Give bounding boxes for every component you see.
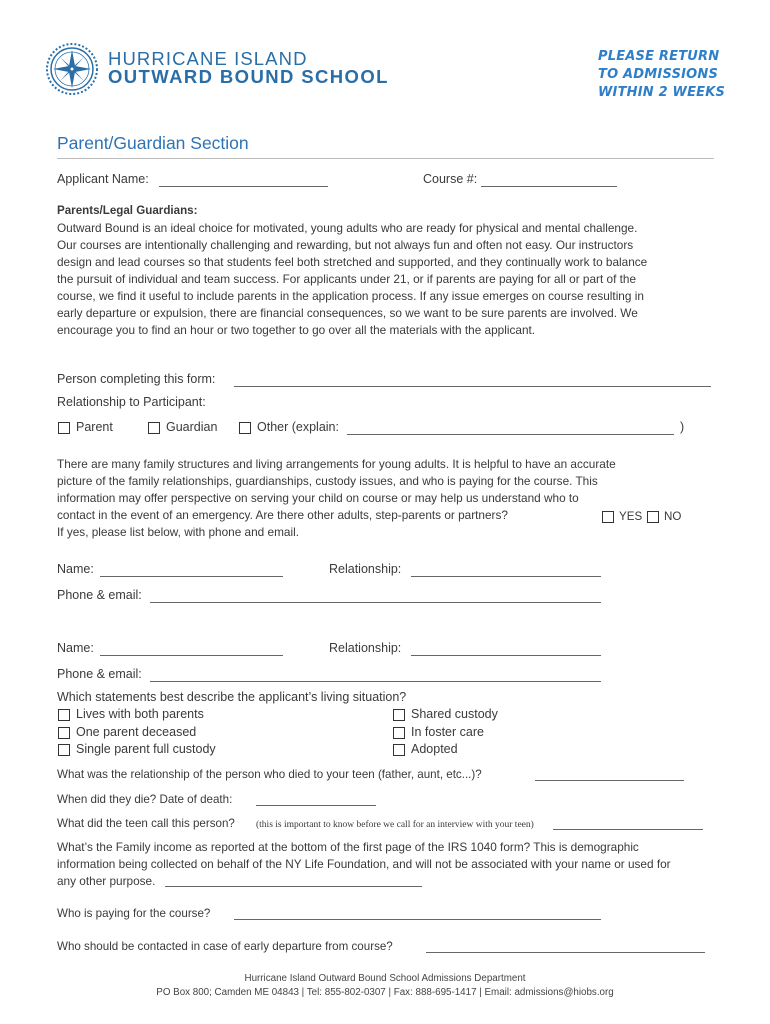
- other-option-label: Other (explain:: [257, 420, 339, 434]
- section-divider: [57, 158, 714, 159]
- person-completing-label: Person completing this form:: [57, 372, 216, 386]
- other-close-paren: ): [680, 420, 685, 434]
- person-completing-field[interactable]: [234, 386, 711, 387]
- yes-label: YES: [619, 510, 643, 523]
- intro-paragraph: [57, 220, 647, 339]
- income-line: any other purpose.: [57, 874, 156, 888]
- guardian-option-label: Guardian: [166, 420, 218, 434]
- other-checkbox[interactable]: [239, 422, 251, 434]
- lives-both-parents-checkbox[interactable]: [58, 709, 70, 721]
- paying-field[interactable]: [234, 919, 601, 920]
- teen-call-note: (this is important to know before we call for an interview with your teen): [256, 820, 534, 830]
- teen-call-field[interactable]: [553, 829, 703, 830]
- living-option-label: In foster care: [411, 725, 484, 739]
- footer-line-2: PO Box 800; Camden ME 04843 | Tel: 855-802-0307 | Fax: 888-695-1417 | Email: admissions@hiobs.org: [156, 987, 614, 998]
- parent-checkbox[interactable]: [58, 422, 70, 434]
- family-line: information may offer perspective on serving your child on course or may help us understand who to: [57, 491, 579, 505]
- return-notice: [598, 48, 726, 102]
- death-date-question: When did they die? Date of death:: [57, 793, 233, 806]
- parents-heading: Parents/Legal Guardians:: [57, 204, 198, 217]
- org-name-line1: HURRICANE ISLAND: [108, 48, 308, 69]
- intro-line: early departure or expulsion, there are financial consequences, so we want to be sure parents are involved. We: [57, 306, 638, 320]
- parent-option-label: Parent: [76, 420, 113, 434]
- paying-question: Who is paying for the course?: [57, 907, 211, 920]
- no-checkbox[interactable]: [647, 511, 659, 523]
- org-name-line2: OUTWARD BOUND SCHOOL: [108, 66, 389, 87]
- income-field[interactable]: [165, 886, 422, 887]
- teen-call-question: What did the teen call this person?: [57, 817, 235, 830]
- return-line-1: PLEASE RETURN: [598, 49, 720, 64]
- contact1-phone-field[interactable]: [150, 602, 601, 603]
- contact2-name-label: Name:: [57, 641, 94, 655]
- foster-care-checkbox[interactable]: [393, 727, 405, 739]
- contact2-relationship-field[interactable]: [411, 655, 601, 656]
- living-question: Which statements best describe the applicant’s living situation?: [57, 690, 407, 704]
- no-label: NO: [664, 510, 682, 523]
- contact1-name-field[interactable]: [100, 576, 283, 577]
- contact2-phone-label: Phone & email:: [57, 667, 142, 681]
- family-line: If yes, please list below, with phone and email.: [57, 525, 299, 539]
- return-line-2: TO ADMISSIONS: [598, 67, 719, 82]
- died-relationship-question: What was the relationship of the person who died to your teen (father, aunt, etc...)?: [57, 768, 482, 781]
- other-explain-field[interactable]: [347, 434, 674, 435]
- family-line: There are many family structures and living arrangements for young adults. It is helpful to have an accurate: [57, 457, 616, 471]
- guardian-checkbox[interactable]: [148, 422, 160, 434]
- living-option-label: Shared custody: [411, 707, 498, 721]
- intro-line: the pursuit of individual and team success. For applicants under 21, or if parents are paying for all or part of the: [57, 272, 637, 286]
- contact1-phone-label: Phone & email:: [57, 588, 142, 602]
- yes-checkbox[interactable]: [602, 511, 614, 523]
- died-relationship-field[interactable]: [535, 780, 684, 781]
- intro-line: Outward Bound is an ideal choice for motivated, young adults who are ready for physical and mental challenge.: [57, 221, 638, 235]
- living-option-label: Single parent full custody: [76, 742, 216, 756]
- death-date-field[interactable]: [256, 805, 376, 806]
- family-paragraph: [57, 456, 616, 541]
- applicant-name-field[interactable]: [159, 186, 328, 187]
- contact1-relationship-field[interactable]: [411, 576, 601, 577]
- early-departure-field[interactable]: [426, 952, 705, 953]
- living-option-label: One parent deceased: [76, 725, 197, 739]
- family-line: picture of the family relationships, guardianships, custody issues, and who is paying for the course. This: [57, 474, 598, 488]
- org-logo-emblem: [45, 42, 99, 96]
- contact2-relationship-label: Relationship:: [329, 641, 402, 655]
- intro-line: course, we find it useful to include parents in the application process. If any issue emerges on course resulting in: [57, 289, 644, 303]
- income-line: information being collected on behalf of the NY Life Foundation, and will not be associated with your name or used for: [57, 857, 671, 871]
- section-title: Parent/Guardian Section: [57, 133, 249, 153]
- one-parent-deceased-checkbox[interactable]: [58, 727, 70, 739]
- relationship-label: Relationship to Participant:: [57, 395, 206, 409]
- intro-line: Our courses are intentionally challenging and rewarding, but not always fun and often not easy. Our instructors: [57, 238, 634, 252]
- return-line-3: WITHIN 2 WEEKS: [598, 85, 726, 100]
- footer-line-1: Hurricane Island Outward Bound School Admissions Department: [244, 973, 526, 984]
- intro-line: encourage you to find an hour or two together to go over all the materials with the applicant.: [57, 323, 536, 337]
- contact2-name-field[interactable]: [100, 655, 283, 656]
- contact1-name-label: Name:: [57, 562, 94, 576]
- family-line: contact in the event of an emergency. Are there other adults, step-parents or partners?: [57, 508, 508, 522]
- early-departure-question: Who should be contacted in case of early departure from course?: [57, 940, 393, 953]
- intro-line: design and lead courses so that students feel both stretched and supported, and they continually work to balance: [57, 255, 648, 269]
- living-option-label: Lives with both parents: [76, 707, 204, 721]
- course-number-label: Course #:: [423, 172, 478, 186]
- living-option-label: Adopted: [411, 742, 458, 756]
- contact1-relationship-label: Relationship:: [329, 562, 402, 576]
- course-number-field[interactable]: [481, 186, 617, 187]
- applicant-name-label: Applicant Name:: [57, 172, 149, 186]
- shared-custody-checkbox[interactable]: [393, 709, 405, 721]
- income-line: What’s the Family income as reported at the bottom of the first page of the IRS 1040 form? This is demographic: [57, 840, 639, 854]
- single-parent-custody-checkbox[interactable]: [58, 744, 70, 756]
- contact2-phone-field[interactable]: [150, 681, 601, 682]
- adopted-checkbox[interactable]: [393, 744, 405, 756]
- income-paragraph: [57, 839, 671, 890]
